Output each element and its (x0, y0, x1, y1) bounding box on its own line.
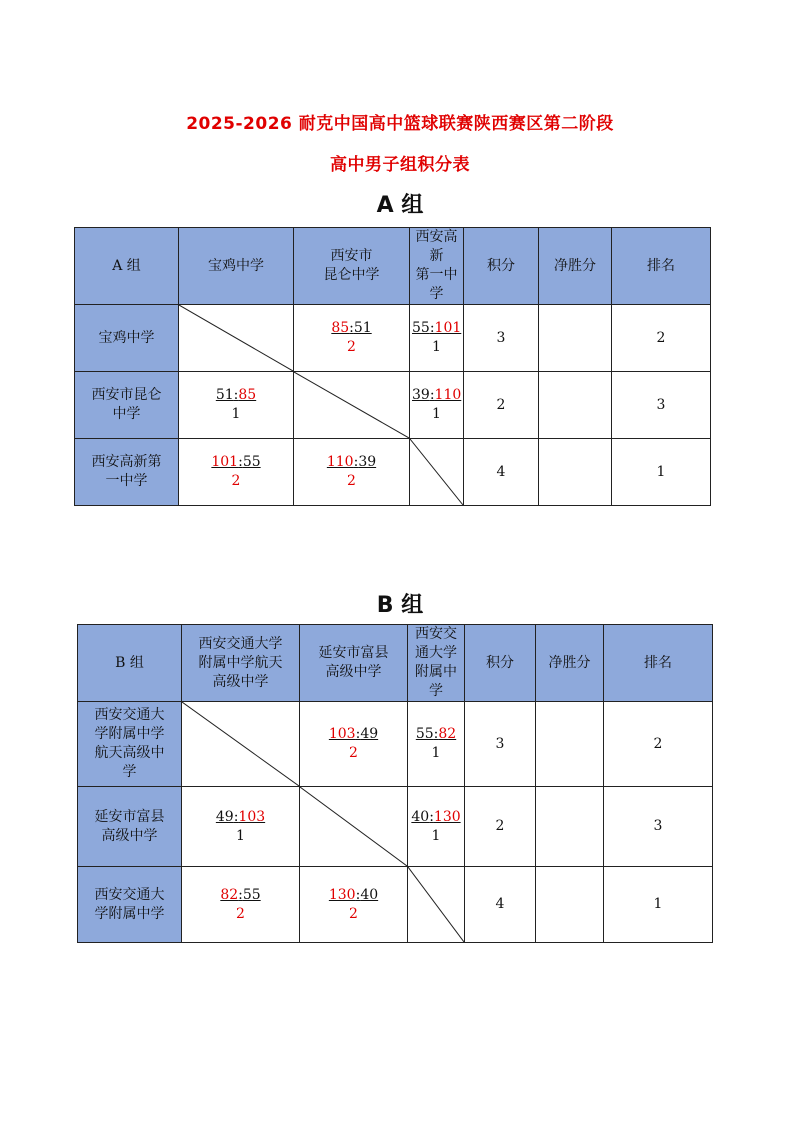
diagonal-empty-cell (408, 867, 465, 943)
match-points: 2 (347, 473, 356, 489)
team-column-header: 西安交通大学 附属中学 (408, 625, 465, 702)
diagonal-empty-cell (182, 702, 300, 787)
match-points: 1 (231, 406, 241, 422)
score-right: 103 (238, 808, 266, 825)
score-left: 51 (215, 387, 234, 403)
match-score (331, 320, 371, 336)
match-result-cell (300, 867, 408, 943)
team-name-cell: 宝鸡中学 (75, 305, 179, 372)
points-cell: 3 (464, 305, 539, 372)
stat-column-header: 净胜分 (539, 228, 612, 305)
team-column-header: 西安交通大学 附属中学航天 高级中学 (182, 625, 300, 702)
stat-column-header: 净胜分 (536, 625, 604, 702)
team-column-header: 宝鸡中学 (179, 228, 294, 305)
match-points: 2 (347, 339, 356, 355)
score-left: 101 (211, 454, 239, 470)
page-title: 2025-2026 耐克中国高中篮球联赛陕西赛区第二阶段 (186, 114, 614, 134)
corner-header-cell: A 组 (75, 228, 179, 305)
match-score (327, 454, 376, 470)
match-result-cell (408, 702, 465, 787)
stat-column-header: 排名 (612, 228, 711, 305)
stat-column-header: 积分 (464, 228, 539, 305)
table-row (78, 787, 713, 867)
match-points: 2 (231, 473, 241, 489)
match-result-cell (410, 372, 464, 439)
match-score (329, 726, 378, 742)
stat-column-header: 排名 (604, 625, 713, 702)
score-separator: : (429, 320, 435, 336)
score-right: 101 (434, 320, 462, 336)
page-subtitle: 高中男子组积分表 (330, 155, 470, 175)
score-right: 85 (238, 387, 257, 403)
diagonal-empty-cell (294, 372, 410, 439)
match-score (329, 887, 378, 903)
match-score (412, 320, 461, 336)
match-points: 1 (431, 745, 441, 761)
team-name-cell: 西安交通大 学附属中学 (78, 867, 182, 943)
match-points: 1 (431, 827, 441, 844)
score-left: 55 (415, 726, 434, 742)
diagonal-line (410, 439, 463, 505)
net-points-cell (536, 867, 604, 943)
score-left: 85 (331, 320, 350, 336)
table-row (78, 867, 713, 943)
group-b-heading: B 组 (376, 593, 424, 618)
score-separator: : (233, 808, 239, 825)
team-name-cell: 延安市富县 高级中学 (78, 787, 182, 867)
team-name-cell: 西安交通大 学附属中学 航天高级中 学 (78, 702, 182, 787)
team-name-cell: 西安市昆仑 中学 (75, 372, 179, 439)
match-result-cell (182, 867, 300, 943)
table-row (75, 305, 711, 372)
score-right: 55 (242, 454, 261, 470)
stat-column-header: 积分 (465, 625, 536, 702)
score-right: 110 (434, 387, 462, 403)
match-points: 2 (236, 905, 245, 922)
rank-cell: 3 (612, 372, 711, 439)
diagonal-line (179, 305, 293, 371)
net-points-cell (539, 439, 612, 506)
diagonal-empty-cell (300, 787, 408, 867)
group-b-standings-table (77, 624, 713, 943)
score-right: 51 (353, 320, 372, 336)
score-right: 40 (360, 886, 379, 903)
match-result-cell (408, 787, 465, 867)
match-score (211, 454, 260, 470)
rank-cell: 2 (604, 702, 713, 787)
match-points: 2 (349, 905, 358, 922)
score-separator: : (429, 387, 435, 403)
score-right: 82 (438, 726, 457, 742)
match-result-cell (179, 439, 294, 506)
diagonal-line (408, 867, 464, 942)
score-right: 130 (433, 808, 461, 825)
team-column-header: 西安高新 第一中学 (410, 228, 464, 305)
diagonal-line (182, 702, 299, 786)
match-score (412, 387, 461, 403)
header-row (78, 625, 713, 702)
score-separator: : (238, 886, 243, 903)
net-points-cell (539, 372, 612, 439)
match-result-cell (300, 702, 408, 787)
score-left: 130 (328, 886, 356, 903)
match-points: 1 (236, 827, 245, 844)
match-points: 1 (432, 406, 441, 422)
score-right: 55 (242, 886, 261, 903)
points-cell: 2 (465, 787, 536, 867)
score-left: 103 (328, 726, 356, 742)
match-points: 2 (349, 745, 358, 761)
points-cell: 3 (465, 702, 536, 787)
corner-header-cell: B 组 (78, 625, 182, 702)
match-result-cell (410, 305, 464, 372)
score-separator: : (238, 454, 243, 470)
table-row (78, 702, 713, 787)
rank-cell: 1 (612, 439, 711, 506)
match-result-cell (182, 787, 300, 867)
score-left: 55 (412, 320, 430, 336)
rank-cell: 3 (604, 787, 713, 867)
match-score (216, 809, 265, 825)
rank-cell: 1 (604, 867, 713, 943)
team-name-cell: 西安高新第 一中学 (75, 439, 179, 506)
team-column-header: 延安市富县 高级中学 (300, 625, 408, 702)
diagonal-line (294, 372, 409, 438)
score-left: 49 (215, 808, 234, 825)
score-separator: : (233, 387, 239, 403)
score-left: 82 (220, 886, 239, 903)
score-right: 39 (358, 454, 377, 470)
table-row (75, 439, 711, 506)
match-score (216, 387, 256, 403)
group-a-heading: A 组 (376, 193, 424, 218)
score-separator: : (429, 808, 434, 825)
diagonal-line (300, 787, 407, 866)
rank-cell: 2 (612, 305, 711, 372)
score-right: 49 (360, 726, 379, 742)
match-result-cell (294, 439, 410, 506)
score-separator: : (433, 726, 439, 742)
diagonal-empty-cell (179, 305, 294, 372)
net-points-cell (536, 702, 604, 787)
score-left: 40 (411, 808, 430, 825)
match-score (416, 726, 456, 742)
score-left: 39 (412, 387, 430, 403)
table-row (75, 372, 711, 439)
score-separator: : (349, 320, 354, 336)
diagonal-empty-cell (410, 439, 464, 506)
points-cell: 4 (464, 439, 539, 506)
match-score (220, 887, 260, 903)
net-points-cell (539, 305, 612, 372)
net-points-cell (536, 787, 604, 867)
score-separator: : (353, 454, 359, 470)
match-score (411, 809, 460, 825)
score-left: 110 (326, 454, 354, 470)
score-separator: : (355, 886, 361, 903)
team-column-header: 西安市 昆仑中学 (294, 228, 410, 305)
match-points: 1 (432, 339, 441, 355)
match-result-cell (294, 305, 410, 372)
points-cell: 4 (465, 867, 536, 943)
points-cell: 2 (464, 372, 539, 439)
score-separator: : (355, 726, 361, 742)
match-result-cell (179, 372, 294, 439)
group-a-standings-table (74, 227, 711, 506)
header-row (75, 228, 711, 305)
